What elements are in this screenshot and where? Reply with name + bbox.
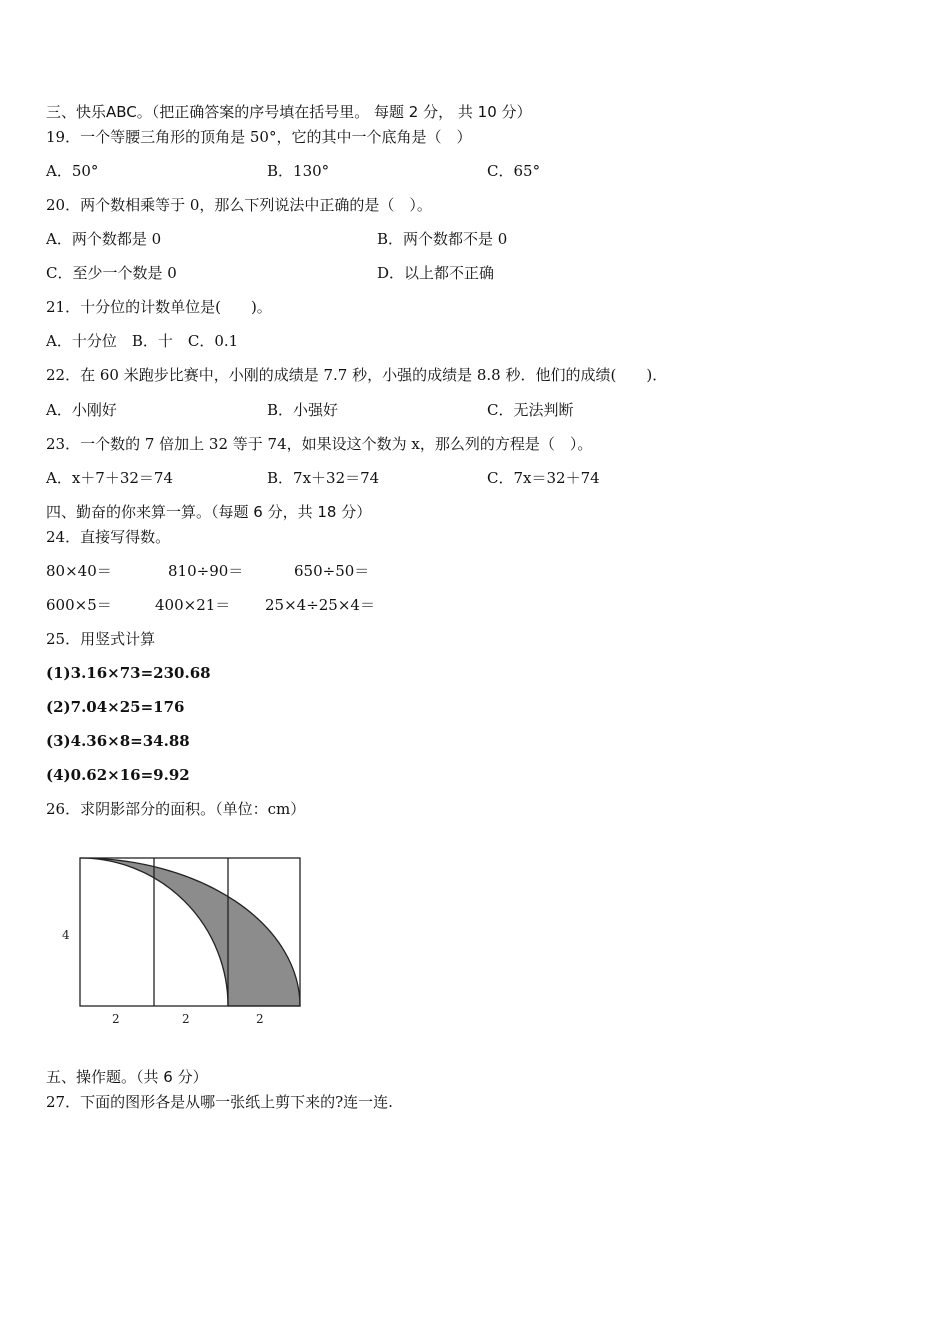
- q20-option-d: D．以上都不正确: [377, 264, 495, 282]
- q26-shaded-area-figure: [55, 848, 315, 1033]
- section-4-header: 四、勤奋的你来算一算。（每题 6 分，共 18 分）: [46, 503, 372, 521]
- q22-option-b: B．小强好: [267, 401, 339, 419]
- q20-option-a: A．两个数都是 0: [46, 230, 162, 248]
- q19-option-a: A．50°: [46, 162, 99, 180]
- q21-stem: 21．十分位的计数单位是( )。: [46, 298, 272, 316]
- q25-stem: 25．用竖式计算: [46, 630, 156, 648]
- q24-expr: 80×40＝: [46, 562, 112, 580]
- section-3-header: 三、快乐ABC。（把正确答案的序号填在括号里。 每题 2 分， 共 10 分）: [46, 103, 532, 121]
- q23-stem: 23．一个数的 7 倍加上 32 等于 74，如果设这个数为 x，那么列的方程是（ ）。: [46, 435, 593, 453]
- shaded-region: [80, 858, 300, 1006]
- width-label: 2: [182, 1012, 190, 1026]
- q27-stem: 27．下面的图形各是从哪一张纸上剪下来的?连一连.: [46, 1093, 393, 1111]
- q22-option-a: A．小刚好: [46, 401, 117, 419]
- width-label: 2: [256, 1012, 264, 1026]
- q26-stem: 26．求阴影部分的面积。（单位：cm）: [46, 800, 306, 818]
- q25-item: (4)0.62×16=9.92: [46, 766, 190, 784]
- q20-stem: 20．两个数相乘等于 0，那么下列说法中正确的是（ ）。: [46, 196, 432, 214]
- section-5-header: 五、操作题。（共 6 分）: [46, 1068, 208, 1086]
- q23-option-b: B．7x＋32＝74: [267, 469, 380, 487]
- q19-stem: 19．一个等腰三角形的顶角是 50°，它的其中一个底角是（ ）: [46, 128, 472, 146]
- q19-option-c: C．65°: [487, 162, 541, 180]
- q24-expr: 25×4÷25×4＝: [265, 596, 375, 614]
- q24-expr: 400×21＝: [155, 596, 231, 614]
- width-label: 2: [112, 1012, 120, 1026]
- q22-option-c: C．无法判断: [487, 401, 574, 419]
- q20-option-b: B．两个数都不是 0: [377, 230, 508, 248]
- q25-item: (1)3.16×73=230.68: [46, 664, 211, 682]
- q24-expr: 650÷50＝: [294, 562, 370, 580]
- q24-expr: 600×5＝: [46, 596, 112, 614]
- q20-option-c: C．至少一个数是 0: [46, 264, 177, 282]
- q23-option-c: C．7x＝32＋74: [487, 469, 600, 487]
- q25-item: (3)4.36×8=34.88: [46, 732, 190, 750]
- q21-options: A．十分位 B．十 C．0.1: [46, 332, 239, 350]
- q24-expr: 810÷90＝: [168, 562, 244, 580]
- q23-option-a: A．x＋7＋32＝74: [46, 469, 174, 487]
- q22-stem: 22．在 60 米跑步比赛中，小刚的成绩是 7.7 秒，小强的成绩是 8.8 秒．他们的成绩( )．: [46, 366, 668, 384]
- height-label: 4: [62, 928, 70, 942]
- q19-option-b: B．130°: [267, 162, 330, 180]
- q25-item: (2)7.04×25=176: [46, 698, 185, 716]
- q24-stem: 24．直接写得数。: [46, 528, 171, 546]
